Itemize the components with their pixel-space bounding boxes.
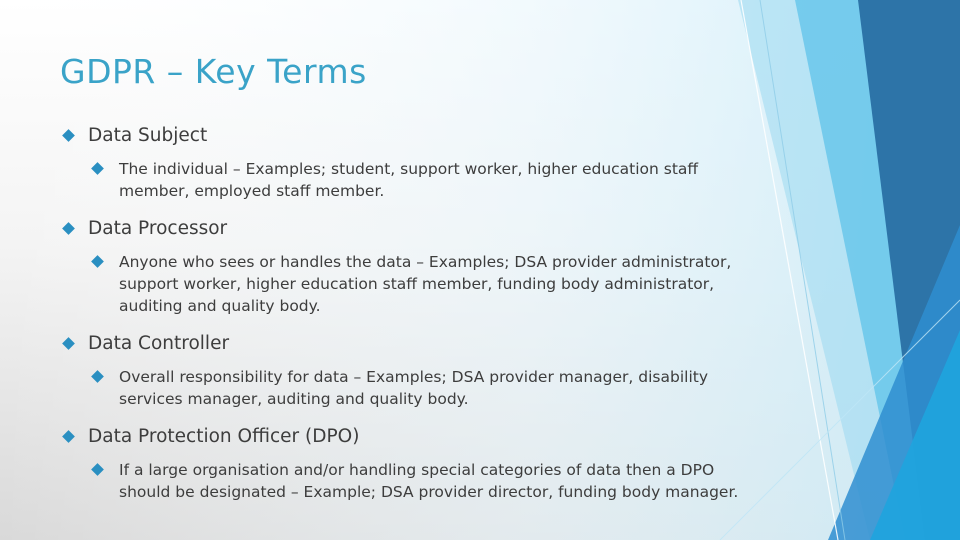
terms-list <box>62 124 742 518</box>
term-description-item <box>62 366 742 410</box>
term-description-item <box>62 251 742 317</box>
term-group-data-controller <box>62 332 742 410</box>
term-description: If a large organisation and/or handling special categories of data then a DPO should be designated – Example; DSA provider director, funding body manager. <box>119 461 739 501</box>
diamond-bullet-icon <box>62 337 75 350</box>
diamond-bullet-icon <box>62 129 75 142</box>
term-label: Data Controller <box>88 333 230 354</box>
term-label: Data Processor <box>88 218 228 239</box>
slide-title: GDPR – Key Terms <box>60 52 367 91</box>
term-item <box>62 425 742 449</box>
diamond-bullet-icon <box>91 463 104 476</box>
diamond-bullet-icon <box>91 370 104 383</box>
term-item <box>62 124 742 148</box>
term-item <box>62 217 742 241</box>
term-description: Overall responsibility for data – Examples; DSA provider manager, disability services manager, auditing and quality body. <box>119 368 708 408</box>
diamond-bullet-icon <box>62 222 75 235</box>
term-description: The individual – Examples; student, support worker, higher education staff member, employed staff member. <box>119 160 699 200</box>
diamond-bullet-icon <box>91 255 104 268</box>
term-group-data-subject <box>62 124 742 202</box>
term-label: Data Protection Officer (DPO) <box>88 426 360 447</box>
term-item <box>62 332 742 356</box>
term-group-data-processor <box>62 217 742 317</box>
term-description-item <box>62 459 742 503</box>
term-description: Anyone who sees or handles the data – Examples; DSA provider administrator, support worker, higher education staff member, funding body administrator, auditing and quality body. <box>119 253 732 315</box>
diamond-bullet-icon <box>62 430 75 443</box>
term-group-dpo <box>62 425 742 503</box>
diamond-bullet-icon <box>91 162 104 175</box>
term-description-item <box>62 158 742 202</box>
term-label: Data Subject <box>88 125 208 146</box>
